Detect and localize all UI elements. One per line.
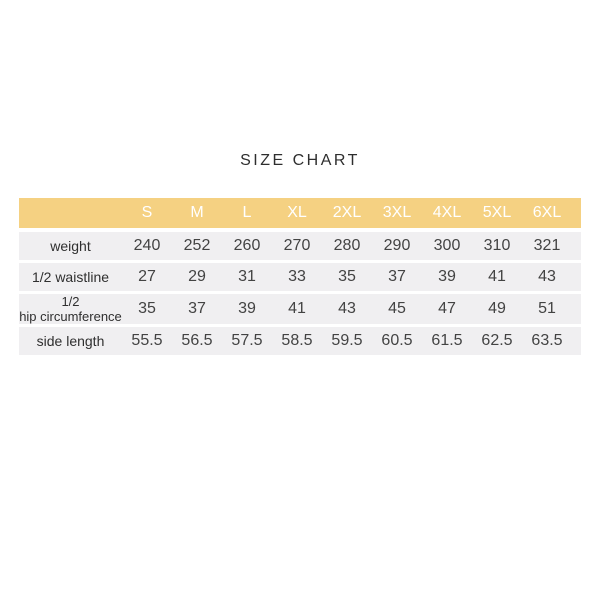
table-cell: 60.5 [381, 332, 413, 349]
table-cell: 240 [133, 237, 161, 254]
table-cell: 35 [138, 300, 156, 317]
table-row [19, 232, 581, 260]
table-cell: 29 [188, 268, 206, 285]
page-title: SIZE CHART [240, 152, 360, 169]
table-cell: 33 [288, 268, 306, 285]
table-cell: 61.5 [431, 332, 463, 349]
column-header-2xl: 2XL [332, 204, 362, 221]
row-label: weight [50, 238, 91, 254]
table-cell: 58.5 [281, 332, 313, 349]
column-header-l: L [242, 204, 252, 221]
table-cell: 43 [538, 268, 556, 285]
table-cell: 270 [283, 237, 311, 254]
table-cell: 62.5 [481, 332, 513, 349]
table-cell: 260 [233, 237, 261, 254]
header-label-spacer [19, 198, 122, 228]
row-label: side length [36, 333, 105, 349]
table-cell: 45 [388, 300, 406, 317]
table-body [19, 232, 581, 355]
table-cell: 35 [338, 268, 356, 285]
table-cell: 43 [338, 300, 356, 317]
table-cell: 37 [188, 300, 206, 317]
row-label: 1/2 waistline [31, 269, 110, 285]
table-cell: 63.5 [531, 332, 563, 349]
column-header-3xl: 3XL [382, 204, 412, 221]
table-cell: 37 [388, 268, 406, 285]
table-row [19, 294, 581, 324]
table-cell: 55.5 [131, 332, 163, 349]
column-header-6xl: 6XL [532, 204, 562, 221]
table-cell: 300 [433, 237, 461, 254]
column-header-xl: XL [287, 204, 307, 221]
table-cell: 41 [488, 268, 506, 285]
table-cell: 252 [183, 237, 211, 254]
table-cell: 59.5 [331, 332, 363, 349]
table-cell: 31 [238, 268, 256, 285]
table-cell: 41 [288, 300, 306, 317]
table-cell: 47 [438, 300, 456, 317]
table-cell: 27 [138, 268, 156, 285]
column-header-s: S [141, 204, 153, 221]
table-row [19, 327, 581, 355]
column-header-4xl: 4XL [432, 204, 462, 221]
row-label-line: 1/2 [61, 294, 80, 309]
column-header-5xl: 5XL [482, 204, 512, 221]
table-cell: 310 [483, 237, 511, 254]
table-cell: 290 [383, 237, 411, 254]
table-cell: 49 [488, 300, 506, 317]
table-cell: 51 [538, 300, 556, 317]
size-chart-table [19, 198, 581, 358]
table-cell: 39 [238, 300, 256, 317]
row-label [19, 294, 122, 324]
header-row [19, 198, 581, 228]
column-header-m: M [190, 204, 204, 221]
table-cell: 57.5 [231, 332, 263, 349]
table-row [19, 263, 581, 291]
table-cell: 321 [533, 237, 561, 254]
table-cell: 39 [438, 268, 456, 285]
table-cell: 280 [333, 237, 361, 254]
row-label-line: hip circumference [19, 309, 122, 324]
table-cell: 56.5 [181, 332, 213, 349]
